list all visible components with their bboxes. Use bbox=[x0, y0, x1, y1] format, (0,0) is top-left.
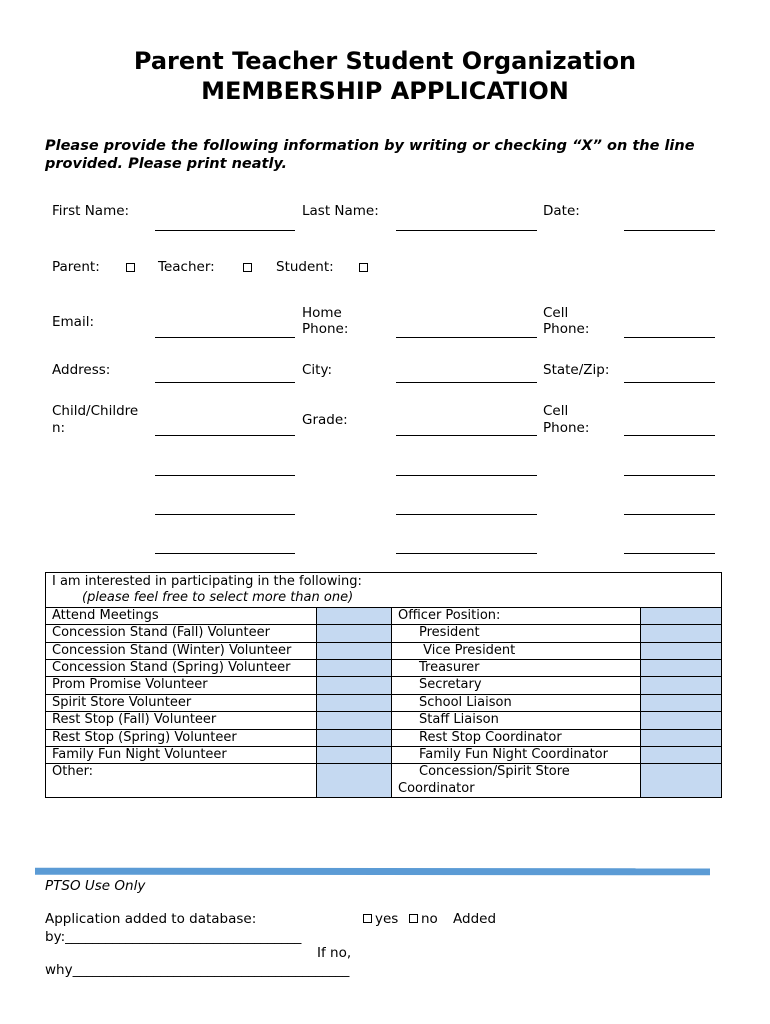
interest-checkbox[interactable] bbox=[317, 712, 392, 729]
email-line[interactable] bbox=[155, 337, 295, 338]
yes-label: yes bbox=[375, 911, 399, 927]
officer-item: Staff Liaison bbox=[392, 712, 641, 729]
table-row bbox=[46, 660, 722, 677]
officer-checkbox[interactable] bbox=[641, 677, 722, 694]
interest-checkbox[interactable] bbox=[317, 764, 392, 798]
no-label: no bbox=[421, 911, 438, 927]
interest-checkbox[interactable] bbox=[317, 729, 392, 746]
last-name-line[interactable] bbox=[396, 230, 537, 231]
table-row bbox=[46, 677, 722, 694]
officer-checkbox[interactable] bbox=[641, 625, 722, 642]
officer-item: Vice President bbox=[392, 642, 641, 659]
officer-checkbox[interactable] bbox=[641, 747, 722, 764]
interest-checkbox[interactable] bbox=[317, 694, 392, 711]
table-row bbox=[46, 764, 722, 798]
date-line[interactable] bbox=[624, 230, 715, 231]
ptso-heading: PTSO Use Only bbox=[45, 878, 146, 894]
intro-line-1: Please provide the following information by writing or checking “X” on the line bbox=[45, 138, 695, 154]
interest-item: Attend Meetings bbox=[46, 607, 317, 624]
home-phone-line[interactable] bbox=[396, 337, 537, 338]
table-row bbox=[46, 729, 722, 746]
teacher-checkbox[interactable] bbox=[243, 263, 252, 272]
officer-item: Concession/Spirit Store bbox=[419, 764, 570, 780]
state-zip-line[interactable] bbox=[624, 382, 715, 383]
yes-checkbox[interactable] bbox=[363, 914, 372, 923]
table-row bbox=[46, 642, 722, 659]
cell2-label-2: Phone: bbox=[543, 420, 590, 436]
officer-checkbox[interactable] bbox=[641, 607, 722, 624]
interest-checkbox[interactable] bbox=[317, 607, 392, 624]
officer-checkbox[interactable] bbox=[641, 712, 722, 729]
interest-checkbox[interactable] bbox=[317, 625, 392, 642]
child-cell-line-4[interactable] bbox=[624, 553, 715, 554]
interest-item: Concession Stand (Winter) Volunteer bbox=[46, 642, 317, 659]
table-row bbox=[46, 607, 722, 624]
title-line-2: MEMBERSHIP APPLICATION bbox=[201, 77, 569, 105]
officer-checkbox[interactable] bbox=[641, 729, 722, 746]
child-line-4[interactable] bbox=[155, 553, 295, 554]
parent-label: Parent: bbox=[52, 259, 100, 275]
home-phone-label-1: Home bbox=[302, 305, 342, 321]
interest-item[interactable]: Other: bbox=[46, 764, 317, 798]
city-line[interactable] bbox=[396, 382, 537, 383]
no-checkbox[interactable] bbox=[409, 914, 418, 923]
why-line[interactable]: why_________________________________________ bbox=[45, 962, 350, 978]
cell-phone-label-2: Phone: bbox=[543, 321, 590, 337]
table-row bbox=[46, 694, 722, 711]
title-line-1: Parent Teacher Student Organization bbox=[133, 47, 637, 75]
child-line-1[interactable] bbox=[155, 435, 295, 436]
interest-item: Spirit Store Volunteer bbox=[46, 694, 317, 711]
child-cell-line-3[interactable] bbox=[624, 514, 715, 515]
home-phone-label-2: Phone: bbox=[302, 321, 349, 337]
child-cell-line-2[interactable] bbox=[624, 475, 715, 476]
interest-item: Rest Stop (Fall) Volunteer bbox=[46, 712, 317, 729]
interest-item: Rest Stop (Spring) Volunteer bbox=[46, 729, 317, 746]
interest-checkbox[interactable] bbox=[317, 642, 392, 659]
added-by-line[interactable]: by:___________________________________ bbox=[45, 929, 302, 945]
officer-item: Treasurer bbox=[392, 660, 641, 677]
grade-line-4[interactable] bbox=[396, 553, 537, 554]
email-label: Email: bbox=[52, 314, 95, 330]
grade-label: Grade: bbox=[302, 412, 348, 428]
cell-phone-line[interactable] bbox=[624, 337, 715, 338]
interest-item: Concession Stand (Spring) Volunteer bbox=[46, 660, 317, 677]
interest-subheader: (please feel free to select more than one) bbox=[82, 590, 354, 606]
database-label: Application added to database: bbox=[45, 911, 257, 927]
last-name-label: Last Name: bbox=[302, 203, 379, 219]
state-zip-label: State/Zip: bbox=[543, 362, 610, 378]
table-row bbox=[46, 573, 722, 608]
date-label: Date: bbox=[543, 203, 580, 219]
interest-item: Concession Stand (Fall) Volunteer bbox=[46, 625, 317, 642]
first-name-line[interactable] bbox=[155, 230, 295, 231]
officer-item: School Liaison bbox=[392, 694, 641, 711]
address-line[interactable] bbox=[155, 382, 295, 383]
interest-checkbox[interactable] bbox=[317, 677, 392, 694]
table-row bbox=[46, 625, 722, 642]
interest-item: Prom Promise Volunteer bbox=[46, 677, 317, 694]
intro-line-2: provided. Please print neatly. bbox=[45, 156, 288, 172]
interest-checkbox[interactable] bbox=[317, 747, 392, 764]
first-name-label: First Name: bbox=[52, 203, 130, 219]
interest-table bbox=[45, 572, 722, 798]
officer-item: Rest Stop Coordinator bbox=[392, 729, 641, 746]
officer-item: President bbox=[392, 625, 641, 642]
interest-header: I am interested in participating in the following: bbox=[52, 574, 362, 589]
grade-line-1[interactable] bbox=[396, 435, 537, 436]
teacher-label: Teacher: bbox=[158, 259, 215, 275]
officer-position-label: Officer Position: bbox=[392, 607, 641, 624]
officer-item: Secretary bbox=[392, 677, 641, 694]
children-label-2: n: bbox=[52, 420, 66, 436]
officer-checkbox[interactable] bbox=[641, 660, 722, 677]
officer-checkbox[interactable] bbox=[641, 764, 722, 798]
cell2-label-1: Cell bbox=[543, 403, 569, 419]
city-label: City: bbox=[302, 362, 333, 378]
child-line-2[interactable] bbox=[155, 475, 295, 476]
children-label-1: Child/Childre bbox=[52, 403, 139, 419]
grade-line-3[interactable] bbox=[396, 514, 537, 515]
address-label: Address: bbox=[52, 362, 111, 378]
interest-checkbox[interactable] bbox=[317, 660, 392, 677]
officer-checkbox[interactable] bbox=[641, 694, 722, 711]
interest-item: Family Fun Night Volunteer bbox=[46, 747, 317, 764]
officer-checkbox[interactable] bbox=[641, 642, 722, 659]
parent-checkbox[interactable] bbox=[126, 263, 135, 272]
child-line-3[interactable] bbox=[155, 514, 295, 515]
student-checkbox[interactable] bbox=[359, 263, 368, 272]
grade-line-2[interactable] bbox=[396, 475, 537, 476]
table-row bbox=[46, 747, 722, 764]
if-no-label: If no, bbox=[317, 945, 352, 961]
child-cell-line-1[interactable] bbox=[624, 435, 715, 436]
table-row bbox=[46, 712, 722, 729]
student-label: Student: bbox=[276, 259, 334, 275]
section-divider bbox=[35, 868, 710, 876]
officer-item-cont: Coordinator bbox=[398, 780, 475, 796]
cell-phone-label-1: Cell bbox=[543, 305, 569, 321]
added-label: Added bbox=[453, 911, 497, 927]
officer-item: Family Fun Night Coordinator bbox=[392, 747, 641, 764]
